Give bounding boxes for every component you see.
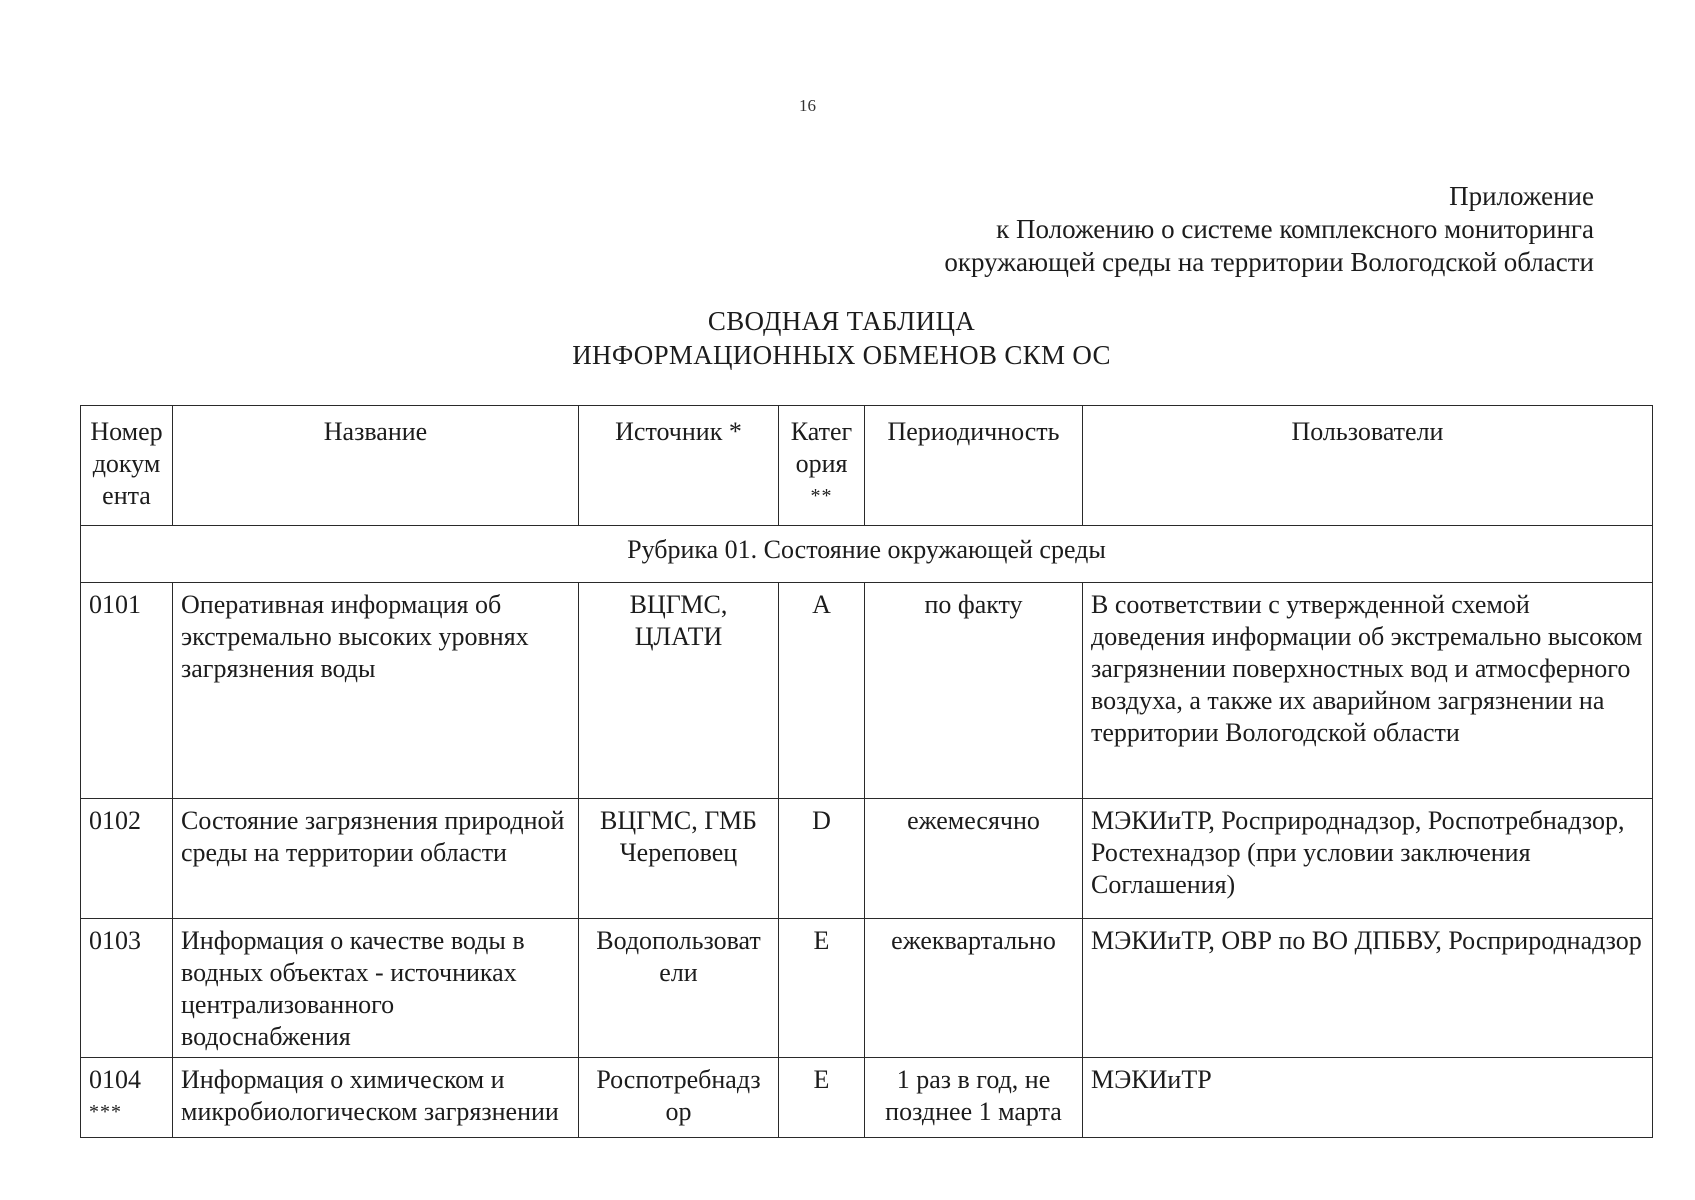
doc-name: Информация о химическом и микробиологическом загрязнении: [173, 1058, 579, 1138]
table-row: [81, 1058, 1653, 1138]
header-category: [779, 406, 865, 526]
doc-users: МЭКИиТР: [1083, 1058, 1653, 1138]
header-source: Источник *: [579, 406, 779, 526]
doc-number-note: ***: [89, 1101, 122, 1123]
doc-users: МЭКИиТР, Росприроднадзор, Роспотребнадзор, Ростехнадзор (при условии заключения Соглашения): [1083, 799, 1653, 919]
appendix-line: Приложение: [1449, 181, 1594, 211]
header-category-line: **: [810, 485, 833, 507]
doc-category: Е: [779, 1058, 865, 1138]
page-number: 16: [799, 96, 816, 115]
table-header-row: [81, 406, 1653, 526]
doc-periodicity: 1 раз в год, не позднее 1 марта: [865, 1058, 1083, 1138]
doc-source: Роспотребнадз ор: [579, 1058, 779, 1138]
doc-number: 0103: [81, 919, 173, 1058]
doc-users: МЭКИиТР, ОВР по ВО ДПБВУ, Росприроднадзор: [1083, 919, 1653, 1058]
rubric-row: [81, 526, 1653, 583]
header-category-line: ория: [795, 449, 848, 478]
title-line: ИНФОРМАЦИОННЫХ ОБМЕНОВ СКМ ОС: [572, 340, 1111, 370]
table-row: [81, 799, 1653, 919]
appendix-line: к Положению о системе комплексного мониторинга: [996, 214, 1594, 244]
doc-category: А: [779, 583, 865, 799]
doc-number-cell: [81, 1058, 173, 1138]
doc-number: 0104: [89, 1065, 141, 1094]
doc-number: 0102: [81, 799, 173, 919]
appendix-note: [944, 180, 1594, 279]
doc-source: ВЦГМС, ЦЛАТИ: [579, 583, 779, 799]
appendix-line: окружающей среды на территории Вологодской области: [944, 247, 1594, 277]
doc-source: Водопользоват ели: [579, 919, 779, 1058]
header-periodicity: Периодичность: [865, 406, 1083, 526]
table-row: [81, 583, 1653, 799]
header-users: Пользователи: [1083, 406, 1653, 526]
header-number: [81, 406, 173, 526]
table-row: [81, 919, 1653, 1058]
doc-category: Е: [779, 919, 865, 1058]
doc-periodicity: по факту: [865, 583, 1083, 799]
doc-category: D: [779, 799, 865, 919]
doc-periodicity: ежеквартально: [865, 919, 1083, 1058]
document-title: [0, 304, 1689, 372]
doc-name: Состояние загрязнения природной среды на территории области: [173, 799, 579, 919]
doc-source: ВЦГМС, ГМБ Череповец: [579, 799, 779, 919]
doc-number: 0101: [81, 583, 173, 799]
title-line: СВОДНАЯ ТАБЛИЦА: [707, 306, 976, 336]
rubric-title: Рубрика 01. Состояние окружающей среды: [81, 526, 1653, 583]
header-name: Название: [173, 406, 579, 526]
doc-name: Оперативная информация об экстремально высоких уровнях загрязнения воды: [173, 583, 579, 799]
header-number-line: докум: [92, 449, 161, 478]
doc-periodicity: ежемесячно: [865, 799, 1083, 919]
header-number-line: Номер: [90, 417, 163, 446]
header-number-line: ента: [102, 481, 151, 510]
doc-name: Информация о качестве воды в водных объектах - источниках централизованного водоснабжения: [173, 919, 579, 1058]
doc-users: В соответствии с утвержденной схемой доведения информации об экстремально высоком загрязнении поверхностных вод и атмосферного воздуха, а также их аварийном загрязнении на территории Вологодской области: [1083, 583, 1653, 799]
info-exchange-table: [80, 405, 1653, 1138]
header-category-line: Катег: [790, 417, 853, 446]
